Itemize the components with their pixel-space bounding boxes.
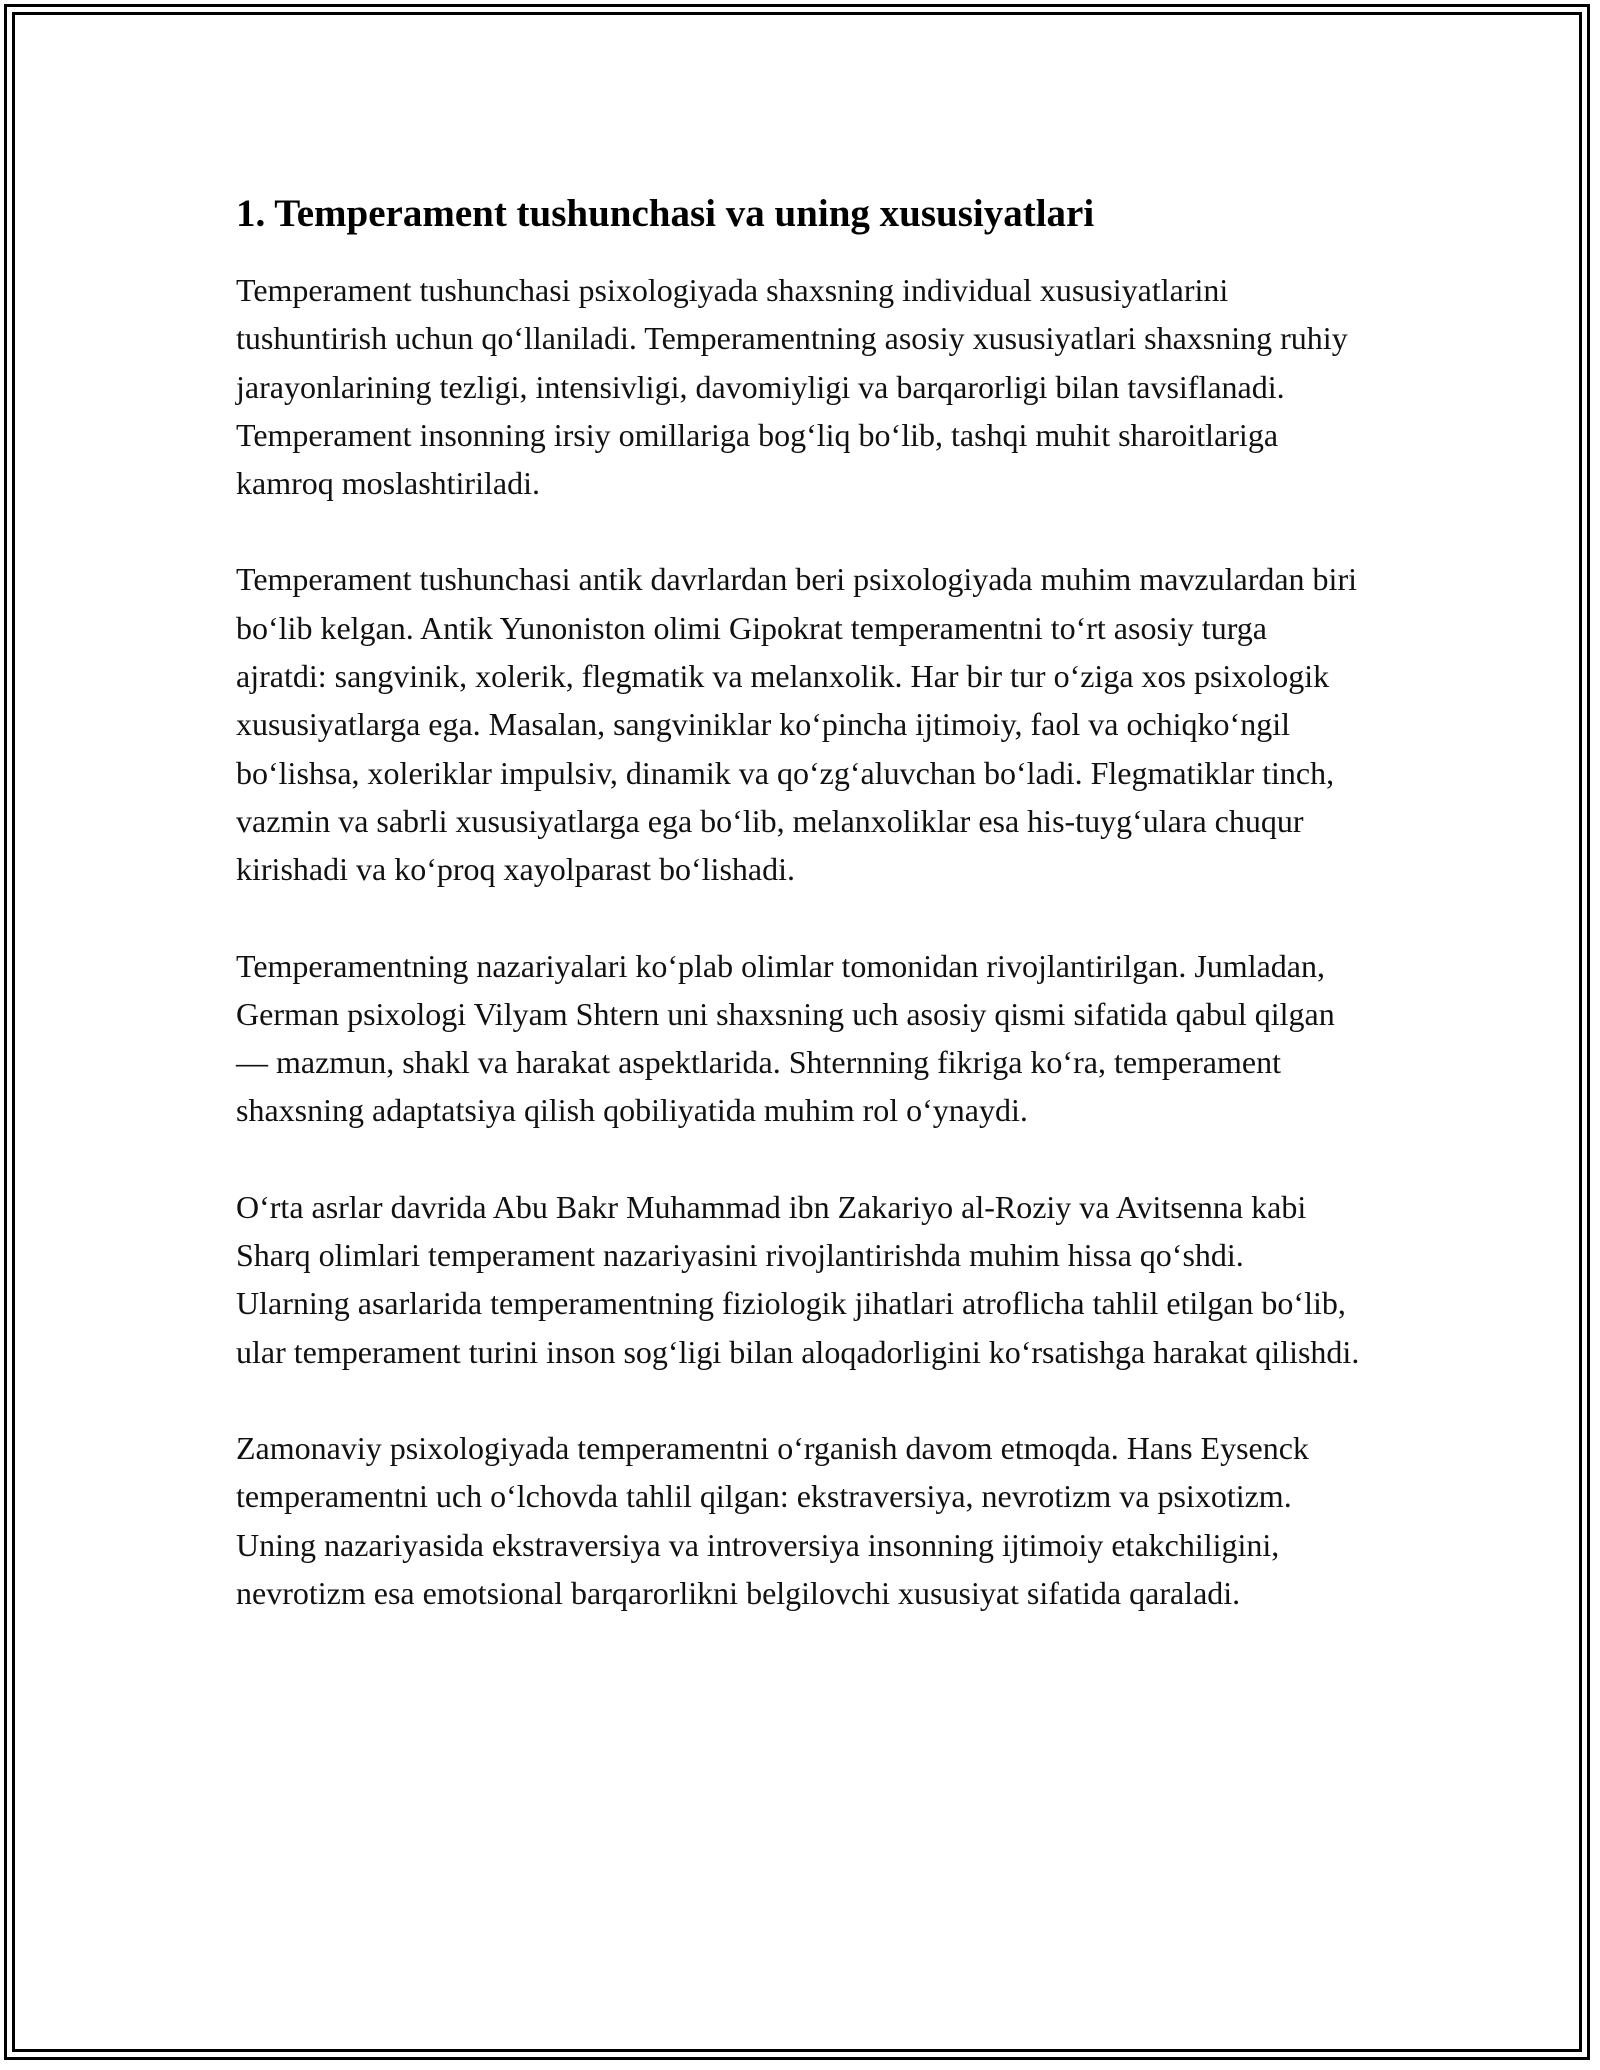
paragraph-eysenck-theory: Zamonaviy psixologiyada temperamentni o‘rganish davom etmoqda. Hans Eysenck temperamentni uch o‘lchovda tahlil qilgan: ekstraversiya, nevrotizm va psixotizm. Uning nazariyasida ekstraversiya va introversiya insonning ijtimoiy etakchiligini, nevrotizm esa emotsional barqarorlikni belgilovchi xususiyat sifatida qaraladi. [236,1429,1309,1611]
section-heading: 1. Temperament tushunchasi va uning xususiyatlari [236,192,1095,235]
document-body [236,188,1364,1665]
paragraph-temperament-definition: Temperament tushunchasi psixologiyada shaxsning individual xususiyatlarini tushuntirish uchun qo‘llaniladi. Temperamentning asosiy xususiyatlari shaxsning ruhiy jarayonlarining tezligi, intensivligi, davomiyligi va barqarorligi bilan tavsiflanadi. Temperament insonning irsiy omillariga bog‘liq bo‘lib, tashqi muhit sharoitlariga kamroq moslashtiriladi. [236,272,1348,502]
paragraph-hippocrates-types: Temperament tushunchasi antik davrlardan beri psixologiyada muhim mavzulardan biri bo‘lib kelgan. Antik Yunoniston olimi Gipokrat temperamentni to‘rt asosiy turga ajratdi: sangvinik, xolerik, flegmatik va melanxolik. Har bir tur o‘ziga xos psixologik xususiyatlarga ega. Masalan, sangviniklar ko‘pincha ijtimoiy, faol va ochiqko‘ngil bo‘lishsa, xoleriklar impulsiv, dinamik va qo‘zg‘aluvchan bo‘ladi. Flegmatiklar tinch, vazmin va sabrli xususiyatlarga ega bo‘lib, melanxoliklar esa his-tuyg‘ulara chuqur kirishadi va ko‘proq xayolparast bo‘lishadi. [236,561,1357,888]
paragraph-stern-theory: Temperamentning nazariyalari ko‘plab olimlar tomonidan rivojlantirilgan. Jumladan, German psixologi Vilyam Shtern uni shaxsning uch asosiy qismi sifatida qabul qilgan — mazmun, shakl va harakat aspektlarida. Shternning fikriga ko‘ra, temperament shaxsning adaptatsiya qilish qobiliyatida muhim rol o‘ynaydi. [236,947,1335,1129]
paragraph-eastern-scholars: O‘rta asrlar davrida Abu Bakr Muhammad ibn Zakariyo al-Roziy va Avitsenna kabi Sharq olimlari temperament nazariyasini rivojlantirishda muhim hissa qo‘shdi. Ularning asarlarida temperamentning fiziologik jihatlari atroflicha tahlil etilgan bo‘lib, ular temperament turini inson sog‘ligi bilan aloqadorligini ko‘rsatishga harakat qilishdi. [236,1188,1360,1370]
